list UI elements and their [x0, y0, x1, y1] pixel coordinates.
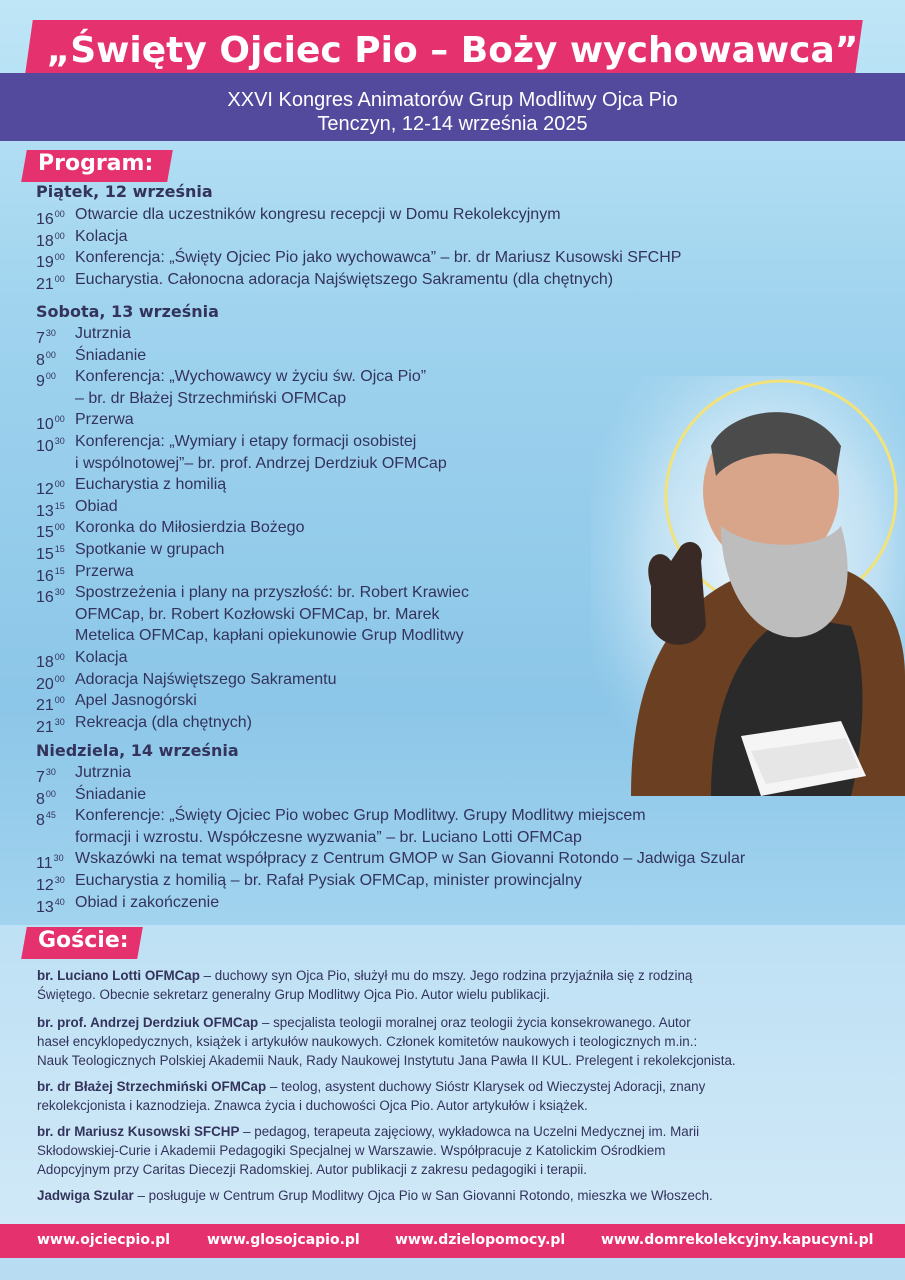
padre-pio-portrait [591, 376, 905, 796]
footer-link-domrekolekcyjny[interactable]: www.domrekolekcyjny.kapucyni.pl [601, 1232, 874, 1248]
program-heading: Program: [38, 151, 154, 176]
footer-link-dzielopomocy[interactable]: www.dzielopomocy.pl [395, 1232, 566, 1248]
bottom-strip [0, 1258, 905, 1280]
page-title: „Święty Ojciec Pio – Boży wychowawca” [46, 30, 859, 71]
day-heading-friday: Piątek, 12 września [36, 182, 213, 201]
day-heading-saturday: Sobota, 13 września [36, 302, 219, 321]
footer-link-glosojcapio[interactable]: www.glosojcapio.pl [207, 1232, 360, 1248]
subtitle-line-1: XXVI Kongres Animatorów Grup Modlitwy Ojca Pio [227, 89, 678, 111]
footer-link-ojciecpio[interactable]: www.ojciecpio.pl [37, 1232, 171, 1248]
subtitle-line-2: Tenczyn, 12-14 września 2025 [317, 113, 588, 135]
guest-bio: br. dr Mariusz Kusowski SFCHP – pedagog, terapeuta zajęciowy, wykładowca na Uczelni Medycznej im. Marii Skłodowskiej-Curie i Akademii Pedagogiki Specjalnej w Warszawie. Współpracuje z Katolickim Ośrodkiem Adopcyjnym przy Caritas Diecezji Radomskiej. Autor publikacji z zakresu pedagogiki i terapii. [37, 1124, 700, 1177]
guests-heading: Goście: [38, 928, 129, 953]
day-heading-sunday: Niedziela, 14 września [36, 741, 239, 760]
subtitle-band [0, 73, 905, 141]
guest-bio: Jadwiga Szular – posługuje w Centrum Grup Modlitwy Ojca Pio w San Giovanni Rotondo, mieszka we Włoszech. [37, 1188, 713, 1203]
guest-bio: br. prof. Andrzej Derdziuk OFMCap – specjalista teologii moralnej oraz teologii życia konsekrowanego. Autor haseł encyklopedycznych, książek i artykułów naukowych. Członek komitetów naukowych i teologicznych m.in.: Nauk Teologicznych Polskiej Akademii Nauk, Rady Naukowej Instytutu Jana Pawła II KUL. Prelegent i rekolekcjonista. [37, 1015, 736, 1068]
guest-bio: br. dr Błażej Strzechmiński OFMCap – teolog, asystent duchowy Sióstr Klarysek od Wieczystej Adoracji, znany rekolekcjonista i kaznodzieja. Znawca życia i duchowości Ojca Pio. Autor artykułów i książek. [37, 1079, 706, 1113]
footer-links-bar [0, 1224, 905, 1258]
guest-bio: br. Luciano Lotti OFMCap – duchowy syn Ojca Pio, służył mu do mszy. Jego rodzina przyjaźniła się z rodziną Świętego. Obecnie sekretarz generalny Grup Modlitwy Ojca Pio. Autor wielu publikacji. [37, 968, 693, 1002]
